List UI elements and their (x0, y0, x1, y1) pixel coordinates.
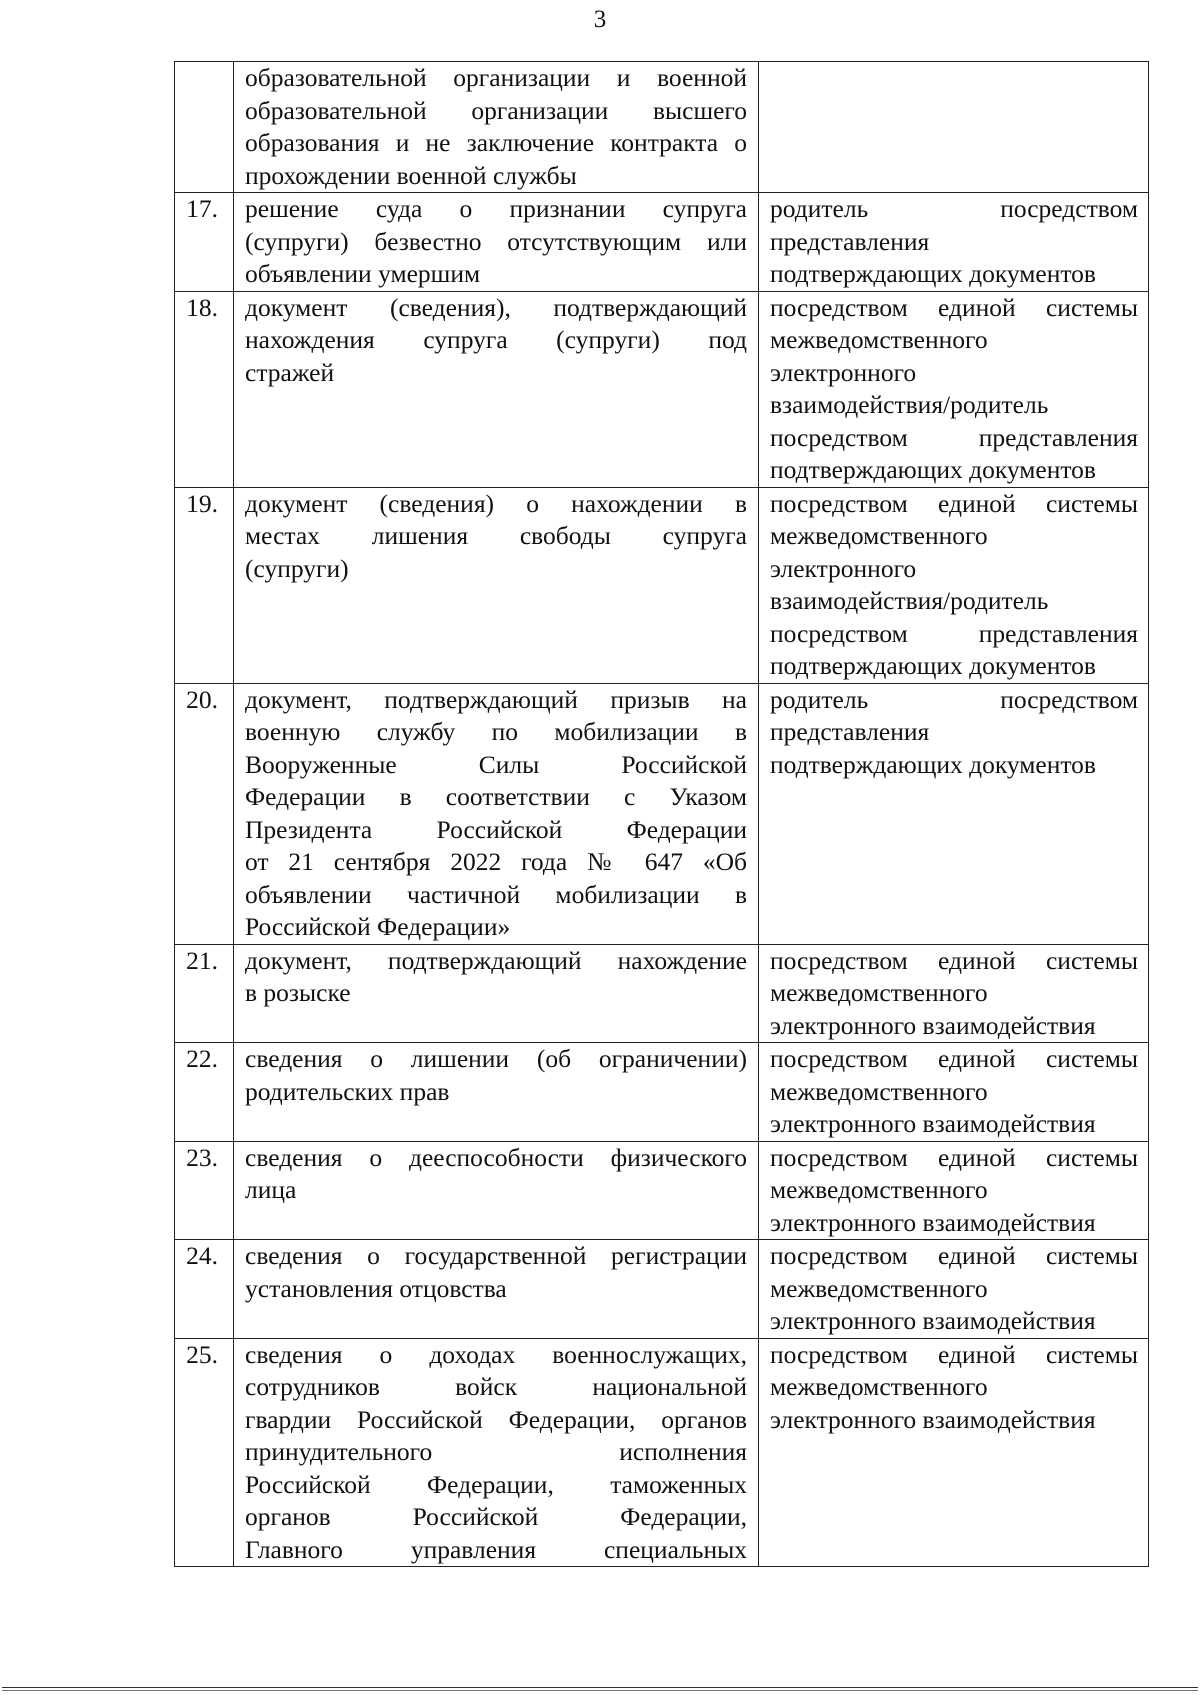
submission-method-line: посредством представления (770, 618, 1138, 648)
document-name-line: образовательной организации высшего (245, 95, 747, 125)
document-name-cell (234, 944, 759, 1043)
document-name-line: Российской Федерации» (245, 912, 511, 941)
submission-method-line: межведомственного (770, 1076, 988, 1106)
document-name-cell (234, 683, 759, 944)
row-number: 18. (175, 291, 234, 487)
footer-rule-secondary (2, 1690, 1198, 1691)
submission-method-line: подтверждающих документов (770, 749, 1096, 779)
submission-method-line: посредством единой системы (770, 1142, 1138, 1172)
document-name-line: документ, подтверждающий призыв на (245, 684, 747, 714)
row-number: 21. (175, 944, 234, 1043)
document-name-line: сведения о государственной регистрации (245, 1241, 747, 1270)
submission-method-line: межведомственного (770, 1372, 988, 1401)
document-name-cell (234, 1338, 759, 1567)
submission-method-line: межведомственного (770, 978, 988, 1007)
submission-method-cell (759, 1338, 1149, 1567)
submission-method-line: посредством единой системы (770, 1241, 1138, 1270)
submission-method-line: родитель посредством (770, 684, 1138, 714)
row-number: 22. (175, 1043, 234, 1142)
submission-method-cell (759, 683, 1149, 944)
submission-method-line: подтверждающих документов (770, 651, 1096, 680)
document-name-line: (супруги) (245, 553, 349, 583)
document-name-cell (234, 291, 759, 487)
submission-method-cell (759, 193, 1149, 292)
submission-method-line: межведомственного (770, 325, 988, 354)
table-row (175, 944, 1149, 1043)
document-name-line: документ (сведения) о нахождении в (245, 488, 747, 518)
submission-method-line: электронного взаимодействия (770, 1010, 1096, 1040)
submission-method-line: взаимодействия/родитель (770, 586, 1049, 615)
document-name-cell (234, 1043, 759, 1142)
document-name-line: сведения о дееспособности физического (245, 1142, 747, 1172)
document-name-line: принудительного исполнения (245, 1437, 747, 1466)
table-body (175, 62, 1149, 1567)
row-number: 24. (175, 1240, 234, 1339)
document-name-line: в розыске (245, 978, 351, 1007)
submission-method-cell (759, 1240, 1149, 1339)
submission-method-line: подтверждающих документов (770, 259, 1096, 288)
document-name-line: органов Российской Федерации, (245, 1502, 747, 1531)
submission-method-cell (759, 944, 1149, 1043)
submission-method-line: посредством представления (770, 422, 1138, 452)
document-name-line: документ (сведения), подтверждающий (245, 292, 747, 322)
document-name-line: гвардии Российской Федерации, органов (245, 1404, 747, 1434)
table-row (175, 487, 1149, 683)
submission-method-line: межведомственного (770, 1175, 988, 1204)
submission-method-line: межведомственного (770, 521, 988, 550)
document-name-line: лица (245, 1175, 297, 1204)
document-name-line: родительских прав (245, 1076, 450, 1106)
document-name-line: сведения о лишении (об ограничении) (245, 1044, 747, 1073)
submission-method-line: представления (770, 226, 930, 256)
table-row (175, 1043, 1149, 1142)
document-name-line: стражей (245, 357, 335, 387)
document-name-line: решение суда о признании супруга (245, 194, 747, 223)
document-name-line: сотрудников войск национальной (245, 1372, 747, 1401)
document-name-cell (234, 487, 759, 683)
submission-method-cell (759, 62, 1149, 193)
submission-method-line: посредством единой системы (770, 945, 1138, 975)
document-name-line: прохождении военной службы (245, 160, 577, 190)
document-name-cell (234, 1141, 759, 1240)
document-name-line: Российской Федерации, таможенных (245, 1469, 747, 1499)
document-name-line: нахождения супруга (супруги) под (245, 325, 747, 354)
submission-method-cell (759, 1043, 1149, 1142)
documents-table (174, 61, 1149, 1567)
document-name-line: Федерации в соответствии с Указом (245, 782, 747, 811)
submission-method-line: посредством единой системы (770, 1339, 1138, 1369)
submission-method-cell (759, 1141, 1149, 1240)
table-row (175, 62, 1149, 193)
page-number: 3 (593, 6, 607, 33)
submission-method-line: электронного (770, 553, 917, 583)
submission-method-line: межведомственного (770, 1273, 988, 1303)
row-number: 17. (175, 193, 234, 292)
document-name-line: сведения о доходах военнослужащих, (245, 1339, 747, 1369)
document-name-line: местах лишения свободы супруга (245, 521, 747, 550)
document-name-cell (234, 193, 759, 292)
submission-method-cell (759, 291, 1149, 487)
row-number: 20. (175, 683, 234, 944)
table-row (175, 193, 1149, 292)
submission-method-line: электронного (770, 357, 917, 387)
row-number (175, 62, 234, 193)
document-name-line: от 21 сентября 2022 года № 647 «Об (245, 847, 747, 876)
row-number: 25. (175, 1338, 234, 1567)
table-row (175, 1141, 1149, 1240)
submission-method-line: посредством единой системы (770, 292, 1138, 322)
submission-method-line: электронного взаимодействия (770, 1109, 1096, 1138)
submission-method-line: представления (770, 717, 930, 746)
submission-method-cell (759, 487, 1149, 683)
document-name-line: образовательной организации и военной (245, 63, 747, 92)
document-name-line: Вооруженные Силы Российской (245, 749, 747, 779)
submission-method-line: электронного взаимодействия (770, 1404, 1096, 1434)
submission-method-line: подтверждающих документов (770, 455, 1096, 484)
table-row (175, 1338, 1149, 1567)
footer-rule (2, 1687, 1198, 1688)
table-row (175, 291, 1149, 487)
row-number: 19. (175, 487, 234, 683)
submission-method-line: посредством единой системы (770, 1044, 1138, 1073)
document-name-line: установления отцовства (245, 1273, 507, 1303)
document-name-line: объявлении умершим (245, 259, 481, 288)
submission-method-line: взаимодействия/родитель (770, 390, 1049, 419)
submission-method-line: электронного взаимодействия (770, 1207, 1096, 1237)
document-name-line: образования и не заключение контракта о (245, 128, 747, 157)
document-name-line: документ, подтверждающий нахождение (245, 945, 747, 975)
submission-method-line: посредством единой системы (770, 488, 1138, 518)
document-name-line: военную службу по мобилизации в (245, 717, 747, 746)
row-number: 23. (175, 1141, 234, 1240)
document-name-cell (234, 1240, 759, 1339)
document-name-line: Президента Российской Федерации (245, 814, 747, 844)
submission-method-line: электронного взаимодействия (770, 1306, 1096, 1335)
submission-method-line: родитель посредством (770, 194, 1138, 223)
table-row (175, 1240, 1149, 1339)
document-name-line: объявлении частичной мобилизации в (245, 879, 747, 909)
document-name-line: Главного управления специальных (245, 1534, 747, 1564)
document-name-line: (супруги) безвестно отсутствующим или (245, 226, 747, 256)
table-row (175, 683, 1149, 944)
document-name-cell (234, 62, 759, 193)
